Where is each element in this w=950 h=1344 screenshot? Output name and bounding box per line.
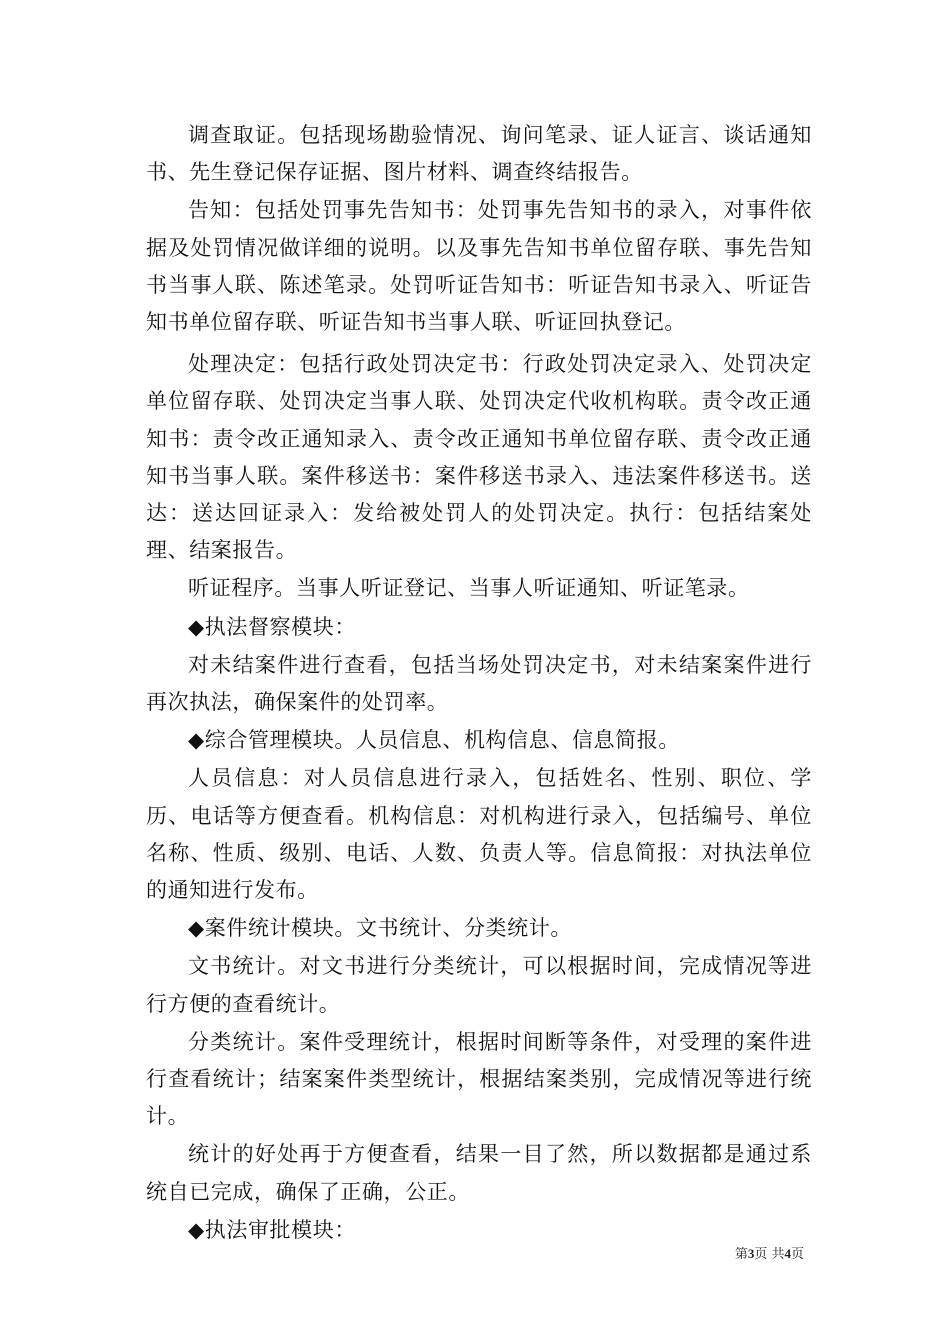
page-number-footer xyxy=(735,1246,804,1263)
heading-statistics-module: ◆案件统计模块。文书统计、分类统计。 xyxy=(188,916,572,941)
heading-supervision-module: ◆执法督察模块： xyxy=(188,614,356,639)
paragraph-supervision: 对未结案件进行查看，包括当场处罚决定书，对未结案案件进行再次执法，确保案件的处罚率。 xyxy=(146,652,812,715)
footer-current-page: 3 xyxy=(747,1246,755,1261)
heading-approval-module: ◆执法审批模块： xyxy=(188,1217,356,1242)
footer-prefix: 第 xyxy=(734,1247,748,1262)
paragraph-decision: 处理决定：包括行政处罚决定书：行政处罚决定录入、处罚决定单位留存联、处罚决定当事人联、处罚决定代收机构联。责令改正通知书：责令改正通知录入、责令改正通知书单位留存联、责令改正通知书当事人联。案件移送书：案件移送书录入、违法案件移送书。送达：送达回证录入：发给被处罚人的处罚决定。执行：包括结案处理、结案报告。 xyxy=(146,352,812,563)
footer-middle: 页 共 xyxy=(754,1247,785,1262)
document-body xyxy=(146,117,812,1250)
heading-management-module: ◆综合管理模块。人员信息、机构信息、信息简报。 xyxy=(188,728,680,753)
paragraph-category-statistics: 分类统计。案件受理统计，根据时间断等条件，对受理的案件进行查看统计；结案案件类型统计，根据结案类别，完成情况等进行统计。 xyxy=(146,1029,812,1129)
footer-total-pages: 4 xyxy=(784,1246,791,1261)
paragraph-hearing: 听证程序。当事人听证登记、当事人听证通知、听证笔录。 xyxy=(188,576,750,601)
paragraph-statistics-benefit: 统计的好处再于方便查看，结果一目了然，所以数据都是通过系统自已完成，确保了正确，公正。 xyxy=(146,1142,812,1204)
paragraph-management: 人员信息：对人员信息进行录入，包括姓名、性别、职位、学历、电话等方便查看。机构信息：对机构进行录入，包括编号、单位名称、性质、级别、电话、人数、负责人等。信息简报：对执法单位的通知进行发布。 xyxy=(146,766,812,903)
paragraph-investigation: 调查取证。包括现场勘验情况、询问笔录、证人证言、谈话通知书、先生登记保存证据、图片材料、调查终结报告。 xyxy=(146,123,812,185)
paragraph-notification: 告知：包括处罚事先告知书：处罚事先告知书的录入，对事件依据及处罚情况做详细的说明。以及事先告知书单位留存联、事先告知书当事人联、陈述笔录。处罚听证告知书：听证告知书录入、听证告知书单位留存联、听证告知书当事人联、听证回执登记。 xyxy=(146,198,812,335)
footer-suffix: 页 xyxy=(790,1247,804,1262)
paragraph-document-statistics: 文书统计。对文书进行分类统计，可以根据时间，完成情况等进行方便的查看统计。 xyxy=(146,954,812,1016)
